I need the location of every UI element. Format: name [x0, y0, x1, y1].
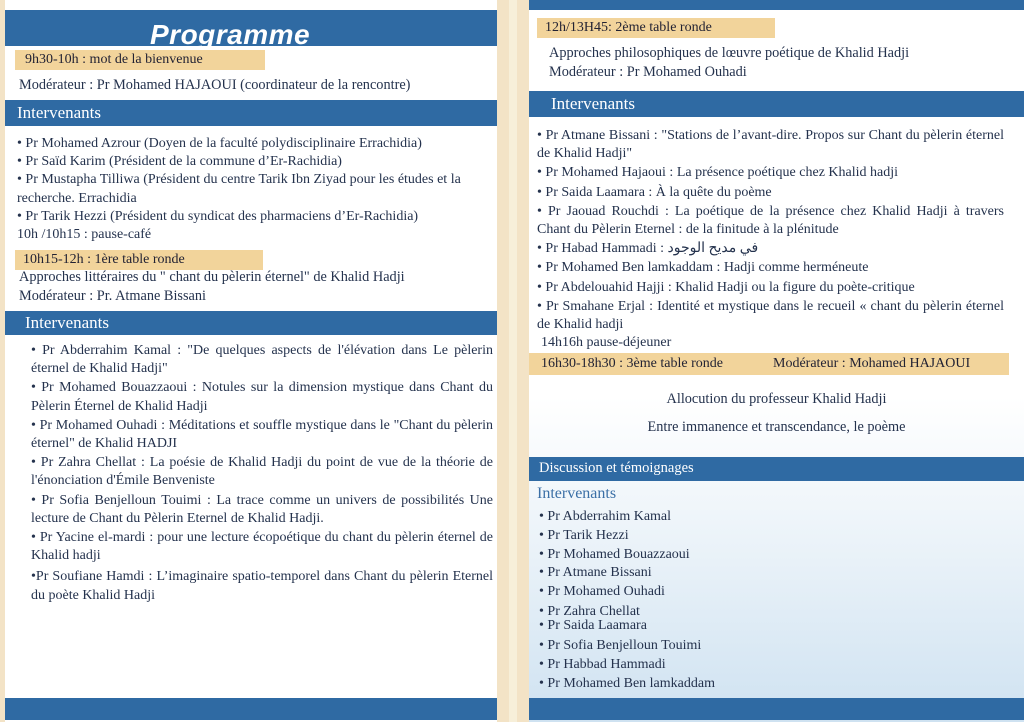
list-item: • Pr Saida Laamara : À la quête du poème: [537, 184, 772, 200]
intervenants-header-session2: Intervenants: [529, 91, 1024, 117]
session1-slot: 10h15-12h : 1ère table ronde: [15, 250, 263, 270]
list-item: • Pr Mustapha Tilliwa (Président du centre Tarik Ibn Ziyad pour les études et la recherche. Errachidia: [17, 172, 461, 206]
list-item: • Pr Zahra Chellat : La poésie de Khalid Hadji du point de vue de la théorie de l'énonciation d'Émile Benveniste: [31, 455, 493, 489]
allocution-heading: Allocution du professeur Khalid Hadji: [666, 391, 887, 407]
list-item: • Pr Tarik Hezzi: [539, 527, 629, 543]
session2-theme: Approches philosophiques de lœuvre poétique de Khalid Hadji: [549, 45, 910, 61]
welcome-slot: 9h30-10h : mot de la bienvenue: [15, 50, 265, 70]
left-column: [5, 0, 497, 722]
list-item: • Pr Mohamed Ouhadi: [539, 584, 665, 600]
list-item: • Pr Atmane Bissani : "Stations de l’avant-dire. Propos sur Chant du pèlerin éternel de Khalid Hadji": [537, 128, 1004, 162]
session1-moderator: Modérateur : Pr. Atmane Bissani: [19, 288, 207, 304]
list-item: • Pr Jaouad Rouchdi : La poétique de la présence chez Khalid Hadji à travers Chant du Pèlerin Eternel : de la finitude à la plénitude: [537, 203, 1004, 238]
discussion-speaker-list: [539, 508, 999, 693]
list-item: • Pr Abdelouahid Hajji : Khalid Hadji ou la figure du poète-critique: [537, 279, 915, 295]
list-item: • Pr Smahane Erjal : Identité et mystique dans le recueil « chant du pèlerin éternel de Khalid hadji: [537, 298, 1004, 333]
page-title: Programme: [150, 19, 311, 50]
list-item: • Pr Saida Laamara: [539, 618, 647, 634]
list-item: •Pr Soufiane Hamdi : L’imaginaire spatio-temporel dans Chant du pèlerin Eternel du poète Khalid Hadji: [31, 569, 493, 603]
list-item: • Pr Mohamed Bouazzaoui : Notules sur la dimension mystique dans Chant du Pèlerin Éternel de Khalid Hadji: [31, 380, 493, 414]
lunch-break: 14h16h pause-déjeuner: [541, 335, 672, 351]
list-item: • Pr Zahra Chellat: [539, 604, 640, 620]
intervenants-label-discussion: Intervenants: [537, 485, 617, 502]
session3-moderator: Modérateur : Mohamed HAJAOUI: [773, 356, 971, 371]
list-item: • Pr Tarik Hezzi (Président du syndicat des pharmaciens d’Er-Rachidia): [17, 208, 419, 224]
list-item: • Pr Mohamed Azrour (Doyen de la faculté polydisciplinaire Errachidia): [17, 136, 422, 151]
list-item: • Pr Yacine el-mardi : pour une lecture écopoétique du chant du pèlerin éternel de Khalid hadji: [31, 530, 493, 564]
session1-talk-list: [31, 342, 493, 605]
list-item: • Pr Habad Hammadi : في مديح الوجود: [537, 241, 759, 257]
list-item: • Pr Saïd Karim (Président de la commune d’Er-Rachidia): [17, 154, 342, 170]
session3-slot: 16h30-18h30 : 3ème table ronde: [541, 356, 723, 371]
intervenants-header-opening: Intervenants: [5, 100, 497, 126]
right-top-bar: [529, 0, 1024, 10]
session2-talk-list: [537, 127, 1004, 352]
left-footer-bar: [5, 698, 497, 720]
title-banner: [5, 10, 497, 50]
list-item: • Pr Atmane Bissani: [539, 565, 652, 581]
right-column: [529, 0, 1024, 722]
list-item: • Pr Mohamed Ouhadi : Méditations et souffle mystique dans le "Chant du pèlerin éternel" de Khalid HADJI: [31, 417, 493, 452]
intervenants-header-session1: Intervenants: [5, 311, 497, 335]
list-item: • Pr Mohamed Ben lamkaddam : Hadji comme herméneute: [537, 260, 869, 276]
list-item: • Pr Sofia Benjelloun Touimi : La trace comme un univers de possibilités Une lecture de Chant du Pèlerin Eternel de Khalid Hadji.: [31, 492, 493, 526]
list-item: • Pr Abderrahim Kamal : "De quelques aspects de l'élévation dans Le pèlerin éternel de Khalid Hadji": [31, 343, 493, 377]
session2-slot: 12h/13H45: 2ème table ronde: [537, 18, 775, 38]
coffee-break: 10h /10h15 : pause-café: [17, 227, 152, 243]
discussion-header: Discussion et témoignages: [529, 457, 1024, 481]
allocution-title: Entre immanence et transcendance, le poème: [647, 419, 906, 435]
column-divider: [497, 0, 529, 722]
list-item: • Pr Habbad Hammadi: [539, 657, 666, 673]
session2-moderator: Modérateur : Pr Mohamed Ouhadi: [549, 64, 747, 80]
right-footer-bar: [529, 698, 1024, 720]
opening-speaker-list: [17, 135, 489, 244]
session3-banner: [529, 353, 1009, 375]
list-item: • Pr Mohamed Hajaoui : La présence poétique chez Khalid hadji: [537, 165, 898, 181]
session1-theme: Approches littéraires du " chant du pèlerin éternel" de Khalid Hadji: [19, 269, 405, 285]
list-item: • Pr Sofia Benjelloun Touimi: [539, 638, 702, 654]
list-item: • Pr Abderrahim Kamal: [539, 509, 672, 524]
list-item: • Pr Mohamed Ben lamkaddam: [539, 675, 715, 691]
list-item: • Pr Mohamed Bouazzaoui: [539, 546, 690, 562]
opening-moderator: Modérateur : Pr Mohamed HAJAOUI (coordinateur de la rencontre): [19, 77, 411, 93]
